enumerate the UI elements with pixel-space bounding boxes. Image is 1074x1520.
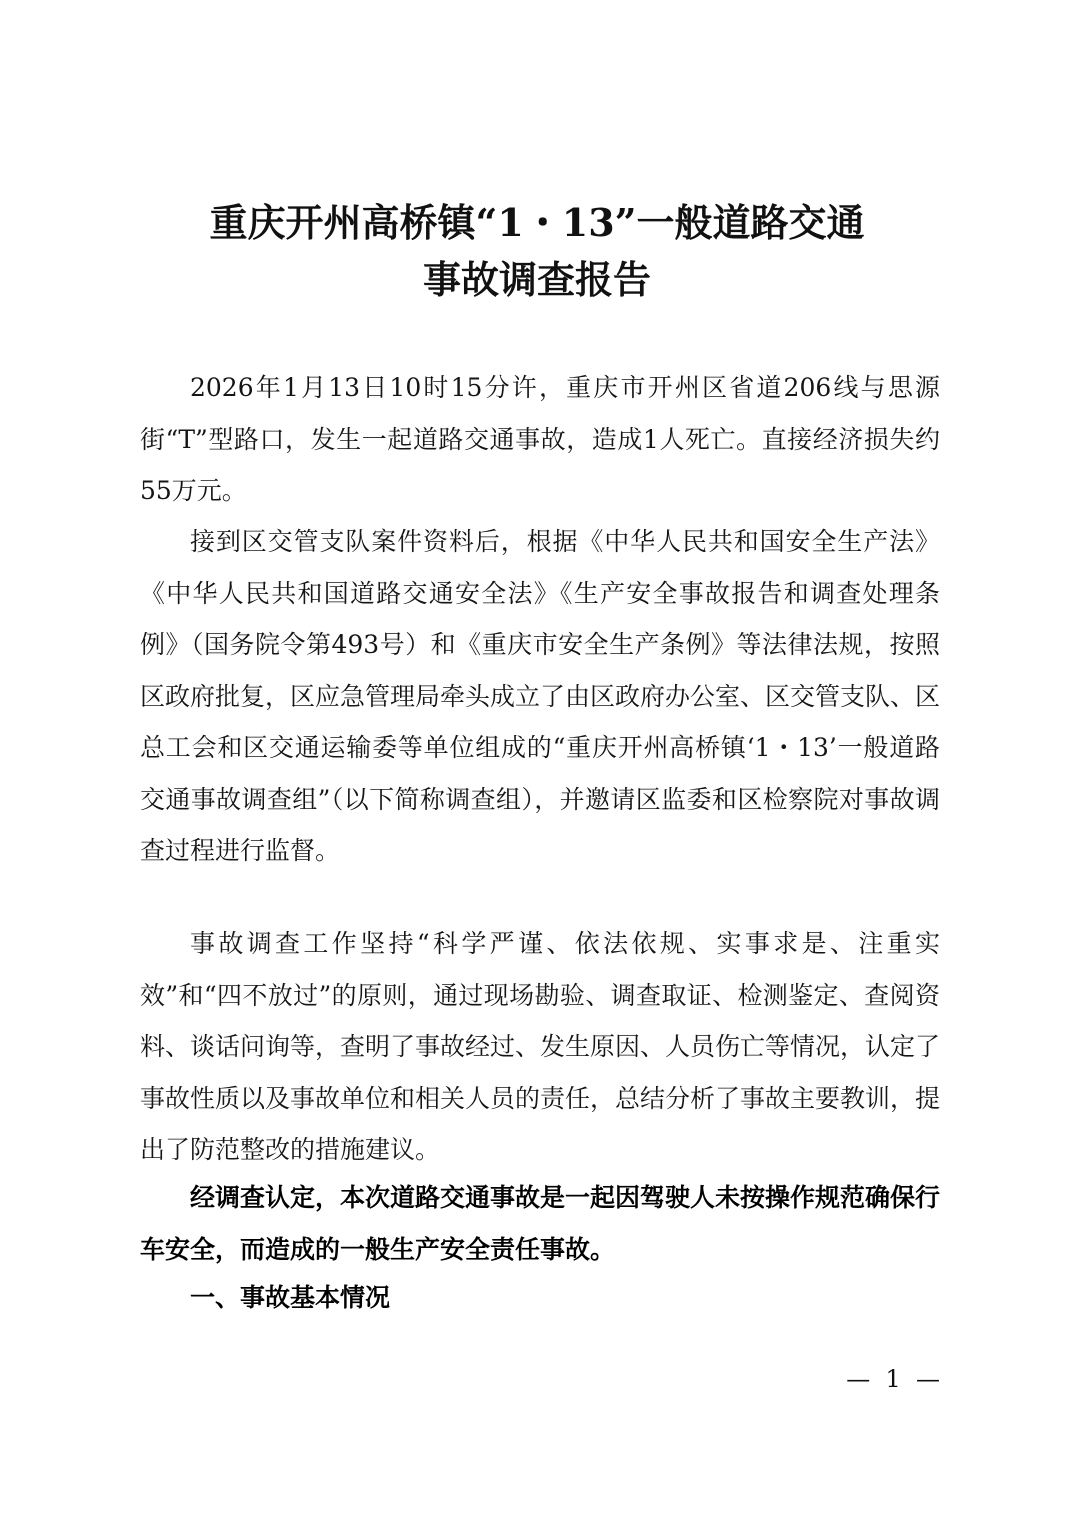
paragraph-investigation-principles: 事故调查工作坚持“科学严谨、依法依规、实事求是、注重实效”和“四不放过”的原则，通过现场勘验、调查取证、检测鉴定、查阅资料、谈话问询等，查明了事故经过、发生原因、人员伤亡等情况，认定了事故性质以及事故单位和相关人员的责任，总结分析了事故主要教训，提出了防范整改的措施建议。 <box>140 929 941 1164</box>
paragraph-investigation-basis: 接到区交管支队案件资料后，根据《中华人民共和国安全生产法》《中华人民共和国道路交通安全法》《生产安全事故报告和调查处理条例》（国务院令第493号）和《重庆市安全生产条例》等法律法规，按照区政府批复，区应急管理局牵头成立了由区政府办公室、区交管支队、区总工会和区交通运输委等单位组成的“重庆开州高桥镇‘1・13’一般道路交通事故调查组”（以下简称调查组），并邀请区监委和区检察院对事故调查过程进行监督。 <box>140 527 941 865</box>
page-number: — 1 — <box>846 1365 940 1393</box>
paragraph-accident-summary: 2026年1月13日10时15分许，重庆市开州区省道206线与思源街“T”型路口，发生一起道路交通事故，造成1人死亡。直接经济损失约55万元。 <box>140 373 940 505</box>
section-heading: 一、事故基本情况 <box>190 1283 391 1312</box>
document-title-line-1: 重庆开州高桥镇“1・13”一般道路交通 <box>209 200 865 245</box>
paragraph-investigation-conclusion: 经调查认定，本次道路交通事故是一起因驾驶人未按操作规范确保行车安全，而造成的一般生产安全责任事故。 <box>140 1183 941 1264</box>
document-title-line-2: 事故调查报告 <box>422 257 651 302</box>
